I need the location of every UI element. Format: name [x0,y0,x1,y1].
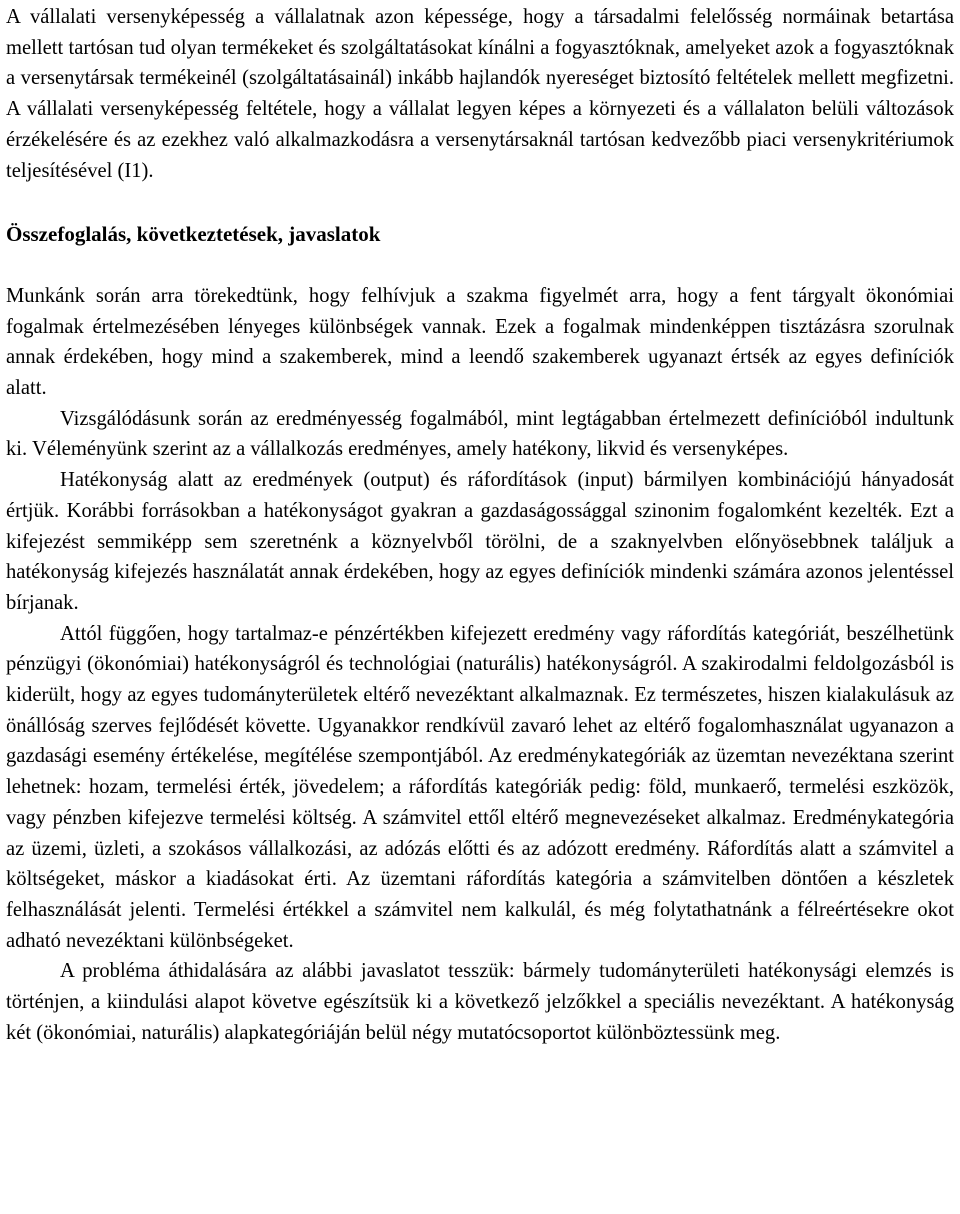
document-page [6,2,954,1049]
body-paragraph: Hatékonyság alatt az eredmények (output) és ráfordítások (input) bármilyen kombinációjú hányadosát értjük. Korábbi forrásokban a hatékonyságot gyakran a gazdaságossággal szinonim fogalomként kezelték. Ezt a kifejezést semmiképp sem szeretnénk a köznyelvből törölni, de a szaknyelvben előnyösebbnek találjuk a hatékonyság kifejezés használatát annak érdekében, hogy az egyes definíciók mindenki számára azonos jelentéssel bírjanak. [6,469,954,614]
body-paragraph: Vizsgálódásunk során az eredményesség fogalmából, mint legtágabban értelmezett definícióból indultunk ki. Véleményünk szerint az a vállalkozás eredményes, amely hatékony, likvid és versenyképes. [6,407,954,461]
body-paragraph: Munkánk során arra törekedtünk, hogy felhívjuk a szakma figyelmét arra, hogy a fent tárgyalt ökonómiai fogalmak értelmezésében lényeges különbségek vannak. Ezek a fogalmak mindenképpen tisztázásra szorulnak annak érdekében, hogy mind a szakemberek, mind a leendő szakemberek ugyanazt értsék az egyes definíciók alatt. [6,284,954,400]
section-heading: Összefoglalás, következtetések, javaslatok [6,222,381,247]
body-paragraph: A probléma áthidalására az alábbi javaslatot tesszük: bármely tudományterületi hatékonysági elemzés is történjen, a kiindulási alapot követve egészítsük ki a következő jelzőkkel a speciális nevezéktant. A hatékonyság két (ökonómiai, naturális) alapkategóriáján belül négy mutatócsoportot különböztessünk meg. [6,960,954,1044]
intro-paragraph: A vállalati versenyképesség a vállalatnak azon képessége, hogy a társadalmi felelősség normáinak betartása mellett tartósan tud olyan termékeket és szolgáltatásokat kínálni a fogyasztóknak, amelyeket azok a fogyasztóknak a versenytársak termékeinél (szolgáltatásainál) inkább hajlandók nyereséget biztosító feltételek mellett megfizetni. A vállalati versenyképesség feltétele, hogy a vállalat legyen képes a környezeti és a vállalaton belüli változások érzékelésére és az ezekhez való alkalmazkodásra a versenytársaknál tartósan kedvezőbb piaci versenykritériumok teljesítésével (I1). [6,6,954,182]
body-paragraph: Attól függően, hogy tartalmaz-e pénzértékben kifejezett eredmény vagy ráfordítás kategóriát, beszélhetünk pénzügyi (ökonómiai) hatékonyságról és technológiai (naturális) hatékonyságról. A szakirodalmi feldolgozásból is kiderült, hogy az egyes tudományterületek eltérő nevezéktant alkalmaznak. Ez természetes, hiszen kialakulásuk az önállóság szerves fejlődését követte. Ugyanakkor rendkívül zavaró lehet az eltérő fogalomhasználat ugyanazon a gazdasági esemény értékelése, megítélése szempontjából. Az eredménykategóriák az üzemtan nevezéktana szerint lehetnek: hozam, termelési érték, jövedelem; a ráfordítás kategóriák pedig: föld, munkaerő, termelési eszközök, vagy pénzben kifejezve termelési költség. A számvitel ettől eltérő megnevezéseket alkalmaz. Eredménykategória az üzemi, üzleti, a szokásos vállalkozási, az adózás előtti és az adózott eredmény. Ráfordítás alatt a számvitel a költségeket, máskor a kiadásokat érti. Az üzemtani ráfordítás kategória a számvitelben döntően a készletek felhasználását jelenti. Termelési értékkel a számvitel nem kalkulál, és még folytathatnánk a félreértésekre okot adható nevezéktani különbségeket. [6,622,954,952]
